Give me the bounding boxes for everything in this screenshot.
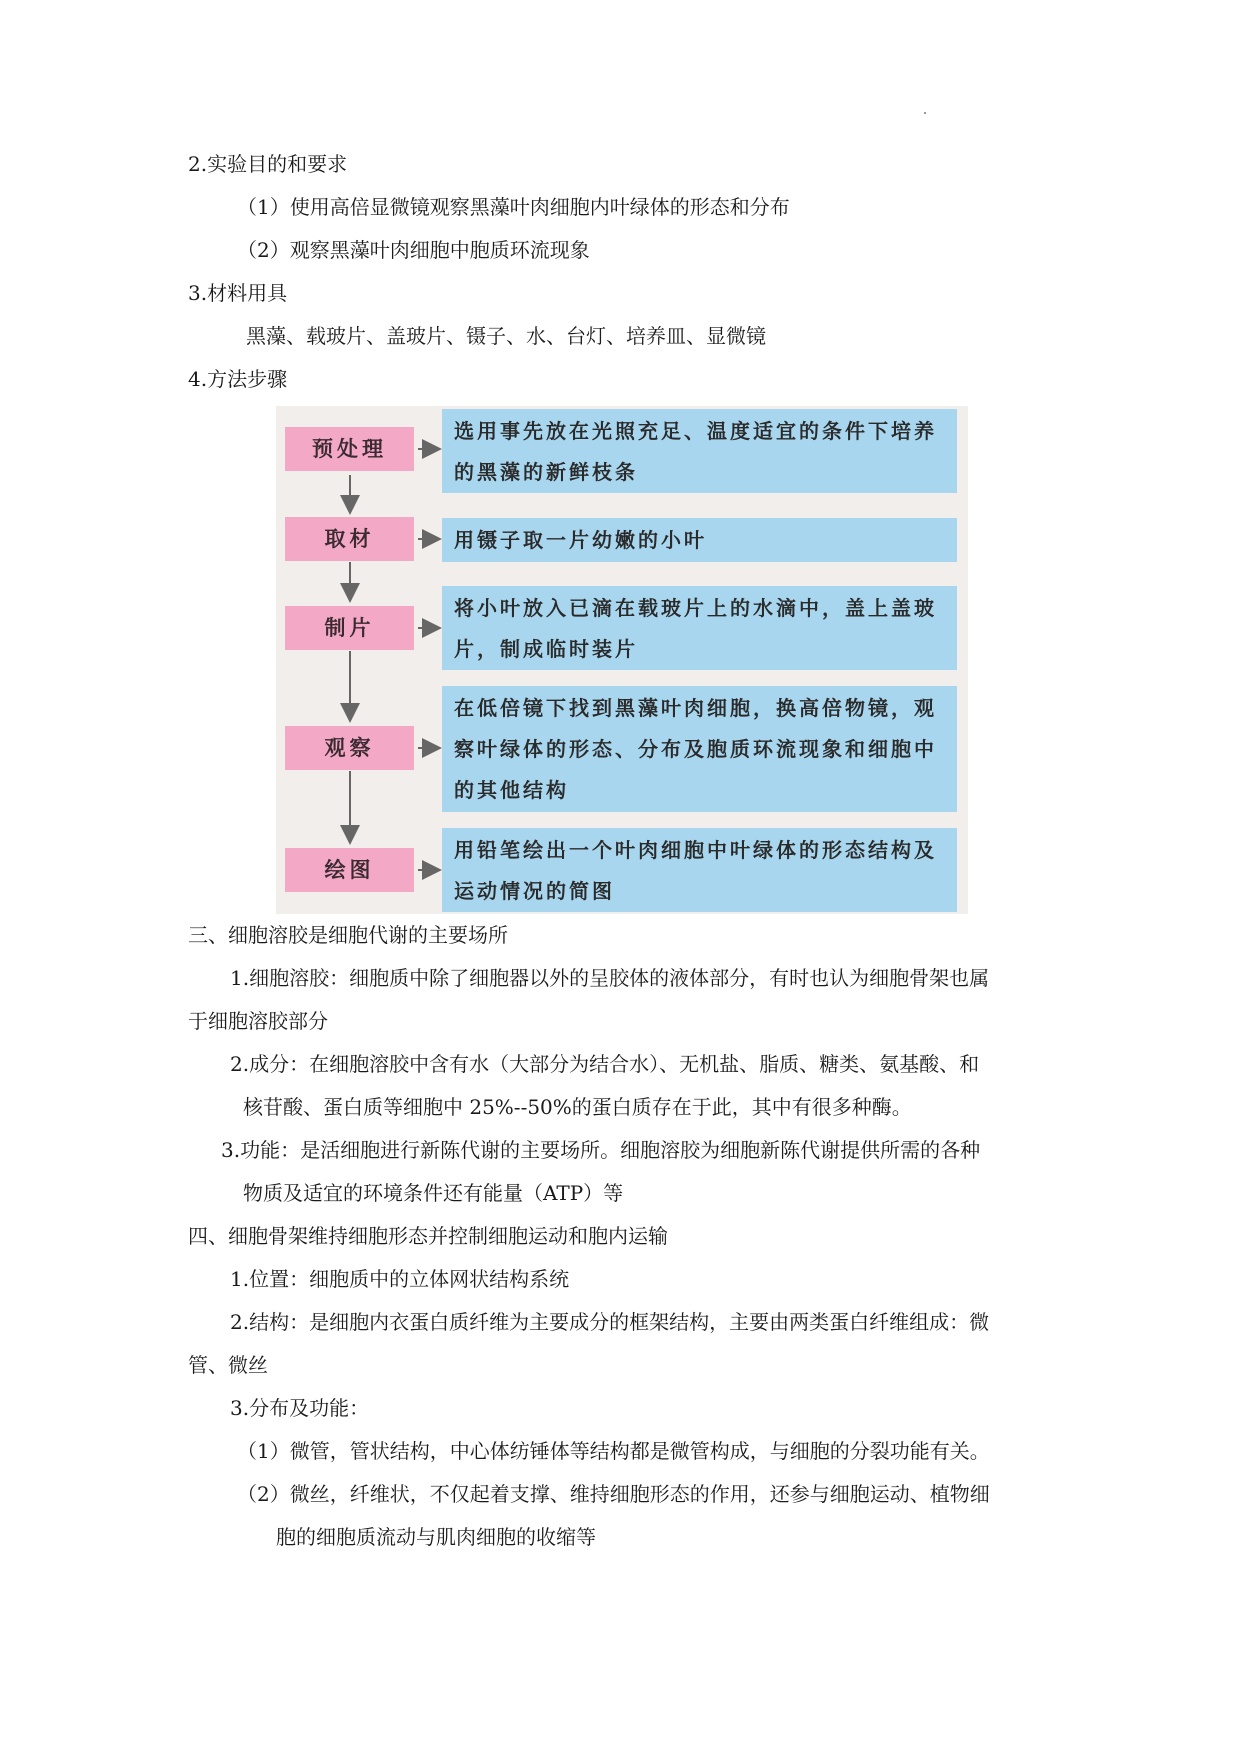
step-desc-sampling: 用镊子取一片幼嫩的小叶 bbox=[442, 518, 957, 562]
section4-item2-line2: 胞的细胞质流动与肌肉细胞的收缩等 bbox=[276, 1525, 596, 1549]
method-flowchart bbox=[276, 406, 968, 914]
step-desc-drawing: 用铅笔绘出一个叶肉细胞中叶绿体的形态结构及运动情况的简图 bbox=[442, 828, 957, 912]
purpose-item-2: （2）观察黑藻叶肉细胞中胞质环流现象 bbox=[237, 238, 590, 262]
step-label-observe: 观察 bbox=[285, 726, 414, 770]
section3-para2-line2: 核苷酸、蛋白质等细胞中 25%--50%的蛋白质存在于此，其中有很多种酶。 bbox=[243, 1095, 912, 1119]
section4-para1: 1.位置：细胞质中的立体网状结构系统 bbox=[230, 1267, 570, 1291]
step-desc-mounting: 将小叶放入已滴在载玻片上的水滴中，盖上盖玻片，制成临时装片 bbox=[442, 586, 957, 670]
section4-item2-line1: （2）微丝，纤维状，不仅起着支撑、维持细胞形态的作用，还参与细胞运动、植物细 bbox=[237, 1482, 990, 1506]
step-desc-observe: 在低倍镜下找到黑藻叶肉细胞，换高倍物镜，观察叶绿体的形态、分布及胞质环流现象和细胞中的其他结构 bbox=[442, 686, 957, 812]
section4-para3: 3.分布及功能： bbox=[230, 1396, 370, 1420]
section3-para1-line2: 于细胞溶胶部分 bbox=[188, 1009, 328, 1033]
heading-materials: 3.材料用具 bbox=[188, 281, 288, 305]
heading-steps: 4.方法步骤 bbox=[188, 367, 288, 391]
purpose-item-1: （1）使用高倍显微镜观察黑藻叶肉细胞内叶绿体的形态和分布 bbox=[237, 195, 790, 219]
section4-para2-line2: 管、微丝 bbox=[188, 1353, 268, 1377]
step-label-pretreat: 预处理 bbox=[285, 427, 414, 471]
section3-para3-line1: 3.功能：是活细胞进行新陈代谢的主要场所。细胞溶胶为细胞新陈代谢提供所需的各种 bbox=[221, 1138, 981, 1162]
section4-item1: （1）微管，管状结构，中心体纺锤体等结构都是微管构成，与细胞的分裂功能有关。 bbox=[237, 1439, 990, 1463]
section4-heading: 四、细胞骨架维持细胞形态并控制细胞运动和胞内运输 bbox=[188, 1224, 668, 1248]
materials-list: 黑藻、载玻片、盖玻片、镊子、水、台灯、培养皿、显微镜 bbox=[246, 324, 766, 348]
scan-speck bbox=[924, 112, 926, 114]
section3-para3-line2: 物质及适宜的环境条件还有能量（ATP）等 bbox=[243, 1181, 624, 1205]
step-label-mounting: 制片 bbox=[285, 606, 414, 650]
section3-heading: 三、细胞溶胶是细胞代谢的主要场所 bbox=[188, 923, 508, 947]
step-label-drawing: 绘图 bbox=[285, 848, 414, 892]
step-desc-pretreat: 选用事先放在光照充足、温度适宜的条件下培养的黑藻的新鲜枝条 bbox=[442, 409, 957, 493]
heading-purpose: 2.实验目的和要求 bbox=[188, 152, 348, 176]
section4-para2-line1: 2.结构：是细胞内衣蛋白质纤维为主要成分的框架结构，主要由两类蛋白纤维组成：微 bbox=[230, 1310, 990, 1334]
section3-para1-line1: 1.细胞溶胶：细胞质中除了细胞器以外的呈胶体的液体部分，有时也认为细胞骨架也属 bbox=[230, 966, 990, 990]
step-label-sampling: 取材 bbox=[285, 517, 414, 561]
section3-para2-line1: 2.成分：在细胞溶胶中含有水（大部分为结合水）、无机盐、脂质、糖类、氨基酸、和 bbox=[230, 1052, 980, 1076]
